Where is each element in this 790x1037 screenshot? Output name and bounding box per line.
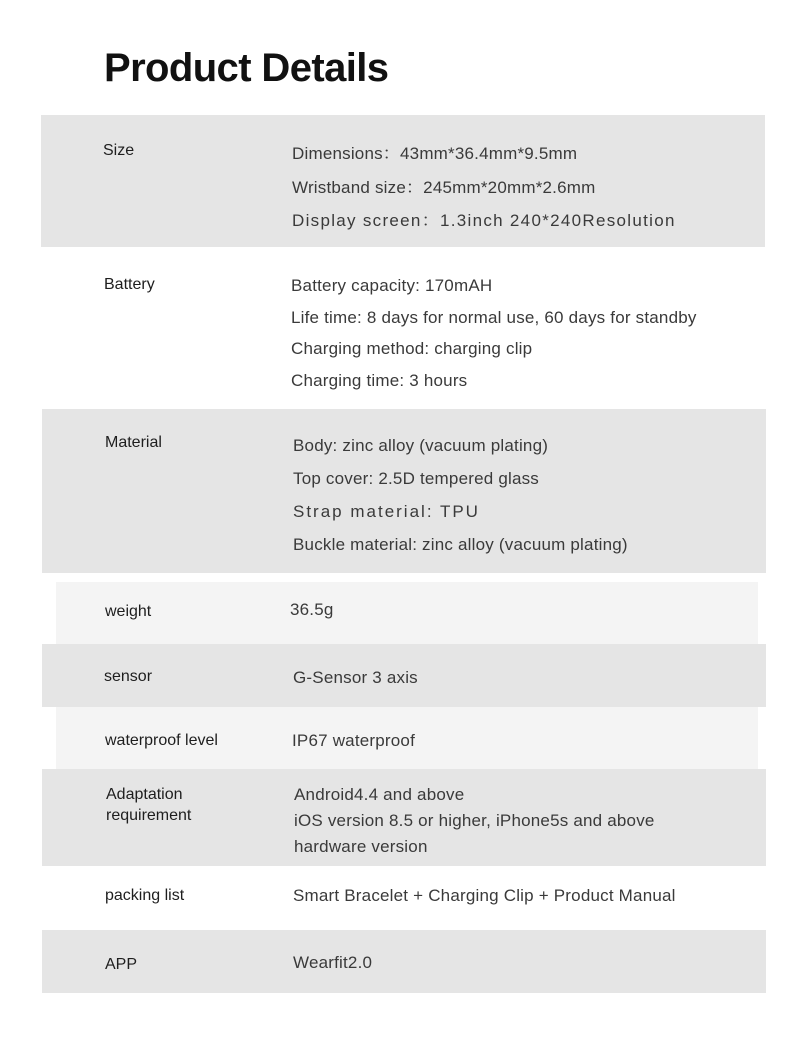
spec-value-battery: [291, 270, 697, 397]
spec-line: Strap material: TPU: [293, 502, 480, 521]
spec-row-battery: [41, 247, 765, 409]
spec-row-packing: [42, 866, 766, 930]
spec-value-size: [292, 137, 676, 238]
spec-value-waterproof: [292, 730, 415, 752]
spec-line: Charging method: charging clip: [291, 339, 533, 359]
spec-label-size: Size: [103, 142, 135, 159]
spec-line: G-Sensor 3 axis: [293, 668, 418, 687]
spec-row-app: [42, 930, 766, 993]
spec-line: Android4.4 and above: [294, 785, 465, 804]
spec-line: Dimensions：43mm*36.4mm*9.5mm: [292, 144, 578, 163]
spec-value-material: [293, 429, 628, 561]
spec-label-sensor: sensor: [104, 668, 153, 685]
spec-line: Charging time: 3 hours: [291, 371, 468, 391]
spec-row-waterproof: [56, 707, 758, 769]
spec-line: Battery capacity: 170mAH: [291, 276, 493, 295]
spec-line: Wearfit2.0: [293, 953, 373, 972]
spec-label-battery: Battery: [104, 276, 155, 293]
spec-row-material: [42, 409, 766, 573]
spec-label-waterproof: waterproof level: [105, 732, 218, 749]
spec-row-adaptation: [42, 769, 766, 866]
spec-row-weight: [56, 582, 758, 644]
spec-value-packing: [293, 885, 676, 907]
spec-label-adaptation: Adaptation requirement: [106, 786, 192, 824]
spec-line: iOS version 8.5 or higher, iPhone5s and above: [294, 811, 655, 830]
spec-value-adaptation: [294, 782, 655, 860]
spec-label-material: Material: [105, 434, 162, 451]
spec-line: Buckle material: zinc alloy (vacuum plating): [293, 535, 628, 554]
spec-line: hardware version: [294, 837, 428, 856]
spec-value-app: [293, 952, 372, 974]
spec-value-sensor: [293, 667, 418, 689]
spec-value-weight: [290, 599, 334, 621]
page-title: Product Details: [104, 46, 389, 90]
spec-label-weight: weight: [105, 603, 152, 620]
spec-label-packing: packing list: [105, 887, 185, 904]
spec-line: Life time: 8 days for normal use, 60 days for standby: [291, 307, 697, 327]
spec-line: Top cover: 2.5D tempered glass: [293, 469, 540, 488]
spec-label-app: APP: [105, 956, 138, 973]
spec-line: Display screen：1.3inch 240*240Resolution: [292, 211, 676, 230]
spec-row-sensor: [42, 644, 766, 707]
spec-row-size: [41, 115, 765, 247]
spec-line: Smart Bracelet + Charging Clip + Product Manual: [293, 886, 676, 905]
spec-line: Body: zinc alloy (vacuum plating): [293, 436, 549, 455]
spec-line: IP67 waterproof: [292, 731, 416, 750]
spec-line: 36.5g: [290, 600, 334, 619]
spec-line: Wristband size：245mm*20mm*2.6mm: [292, 177, 596, 197]
